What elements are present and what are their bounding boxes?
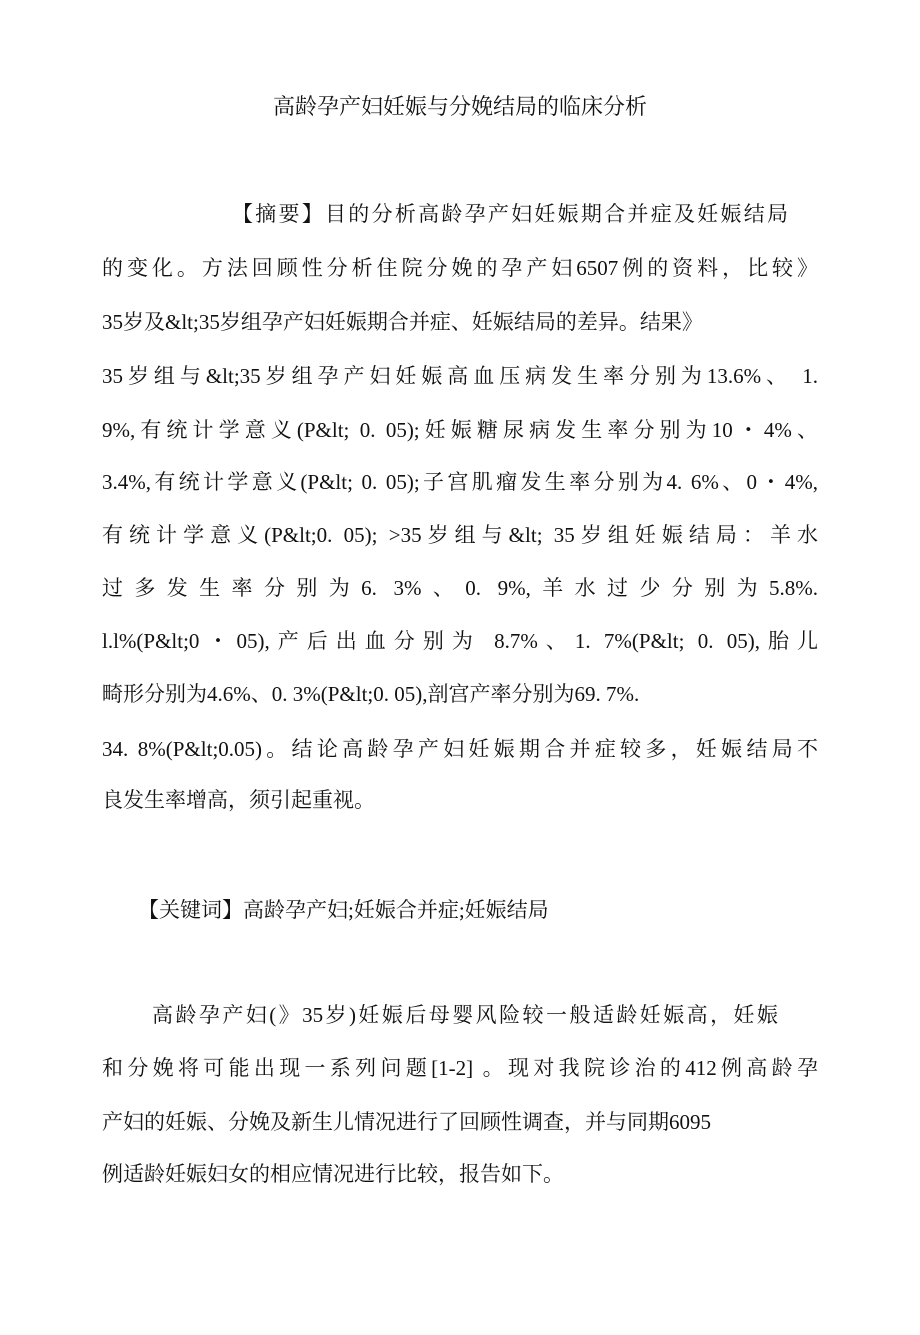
abstract-line: 【摘要】目的分析高龄孕产妇妊娠期合并症及妊娠结局 [232,202,788,226]
abstract-line: l.l%(P&lt;0・05),产后出血分别为 8.7%、1. 7%(P&lt; 0. 05),胎儿 [102,629,818,653]
intro-line: 和分娩将可能出现一系列问题[1-2] 。现对我院诊治的412例高龄孕 [102,1056,818,1080]
abstract-line: 9%,有统计学意义(P&lt; 0. 05);妊娠糖尿病发生率分别为10・4%、 [102,418,818,442]
abstract-line: 良发生率增高，须引起重视。 [102,788,375,812]
abstract-line: 有统计学意义(P&lt;0. 05); >35岁组与&lt; 35岁组妊娠结局：羊水 [102,523,818,547]
abstract-line: 34. 8%(P&lt;0.05)。结论高龄孕产妇妊娠期合并症较多，妊娠结局不 [102,737,818,761]
intro-line: 例适龄妊娠妇女的相应情况进行比较，报告如下。 [102,1162,564,1186]
document-title: 高龄孕产妇妊娠与分娩结局的临床分析 [272,95,647,120]
intro-line: 产妇的妊娠、分娩及新生儿情况进行了回顾性调查，并与同期6095 [102,1110,711,1134]
abstract-line: 35岁及&lt;35岁组孕产妇妊娠期合并症、妊娠结局的差异。结果》 [102,310,703,334]
abstract-line: 畸形分别为4.6%、0. 3%(P&lt;0. 05),剖宫产率分别为69. 7%. [102,682,640,706]
abstract-line: 过多发生率分别为6. 3%、0. 9%,羊水过少分别为5.8%. [102,576,818,600]
keywords: 【关键词】高龄孕产妇;妊娠合并症;妊娠结局 [138,898,549,922]
abstract-line: 35岁组与&lt;35岁组孕产妇妊娠高血压病发生率分别为13.6%、 1. [102,364,818,388]
abstract-line: 的变化。方法回顾性分析住院分娩的孕产妇6507例的资料，比较》 [102,256,818,280]
intro-line: 高龄孕产妇(》35岁)妊娠后母婴风险较一般适龄妊娠高，妊娠 [152,1003,778,1027]
abstract-line: 3.4%,有统计学意义(P&lt; 0. 05);子宫肌瘤发生率分别为4. 6%、0・4%, [102,470,818,494]
